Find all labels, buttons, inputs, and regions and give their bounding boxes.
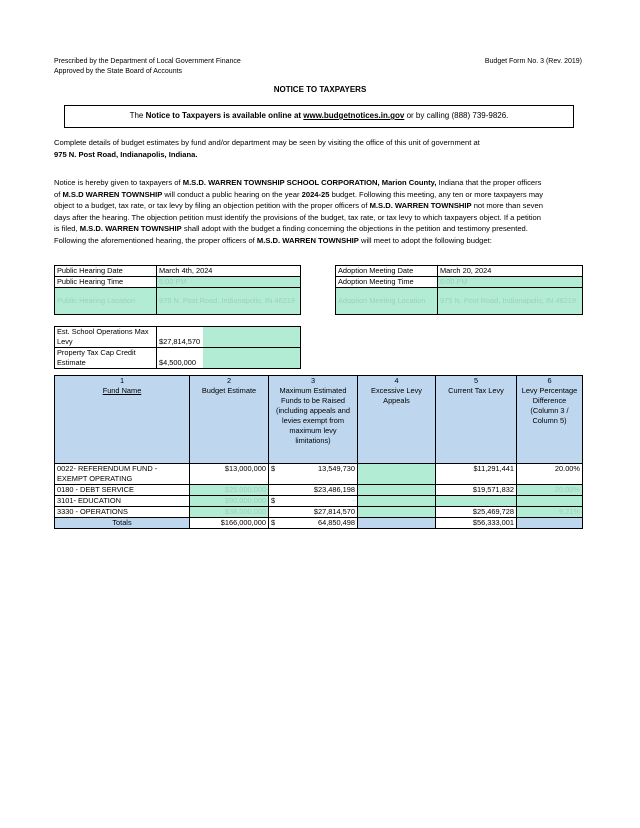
hearing-location-value: 975 N. Post Road, Indianapolis, IN 46219 — [157, 288, 301, 315]
adoption-location-label: Adoption Meeting Location — [336, 288, 438, 315]
budget-estimate: $90,000,000 — [190, 496, 269, 507]
notice-year: 2024-25 — [301, 189, 330, 199]
notice-unit: M.S.D. WARREN TOWNSHIP — [256, 235, 359, 245]
col-name: Maximum Estimated Funds to be Raised (including appeals and levies exempt from maximum levy limitations) — [276, 386, 350, 445]
max-funds-value: $27,814,570 — [313, 507, 355, 516]
totals-appeals — [358, 518, 436, 529]
excessive-levy — [358, 496, 436, 507]
fund-name: 3101- EDUCATION — [55, 496, 190, 507]
max-funds-value: 13,549,730 — [318, 464, 355, 473]
col-number: 5 — [473, 376, 479, 385]
hearing-date-value: March 4th, 2024 — [157, 266, 301, 277]
notice-text: budget. Following this meeting, any ten or more taxpayers may object to a budget, tax rate, or tax levy by filing an objection petition with the proper officers of — [54, 189, 544, 210]
fund-name: 0022- REFERENDUM FUND - EXEMPT OPERATING — [55, 464, 190, 485]
cap-credit-fill — [203, 348, 301, 369]
adoption-time-value: 6:00 PM — [438, 277, 583, 288]
details-line: Complete details of budget estimates by fund and/or department may be seen by visiting the office of this unit of government at — [54, 138, 480, 147]
hearing-time-label: Public Hearing Time — [55, 277, 157, 288]
current-levy: $11,291,441 — [436, 464, 517, 485]
col-appeals-header — [358, 376, 436, 464]
budget-estimate: $25,000,000 — [190, 485, 269, 496]
totals-pct — [517, 518, 583, 529]
totals-current: $56,333,001 — [436, 518, 517, 529]
col-number: 6 — [547, 376, 552, 385]
online-suffix: or by calling (888) 739-9826. — [404, 111, 509, 120]
col-name: Current Tax Levy — [448, 386, 504, 395]
adoption-table — [335, 265, 583, 315]
col-current-header — [436, 376, 517, 464]
totals-row — [55, 518, 583, 529]
ops-levy-label: Est. School Operations Max Levy — [55, 327, 157, 348]
totals-label: Totals — [55, 518, 190, 529]
col-number: 1 — [119, 376, 125, 385]
col-number: 3 — [310, 376, 316, 385]
table-row — [55, 496, 583, 507]
adoption-time-label: Adoption Meeting Time — [336, 277, 438, 288]
table-row — [55, 485, 583, 496]
notice-unit: M.S.D WARREN TOWNSHIP — [62, 189, 163, 199]
col-name: Excessive Levy Appeals — [371, 386, 422, 405]
fund-name: 3330 - OPERATIONS — [55, 507, 190, 518]
notice-corp: M.S.D. WARREN TOWNSHIP SCHOOL CORPORATION, Marion County, — [182, 178, 437, 187]
details-address: 975 N. Post Road, Indianapolis, Indiana. — [54, 149, 198, 159]
notice-text: not more than seven days after the hearing. The objection petition must identify the provisions of the budget, tax rate, or tax levy to which taxpayers object. If a petition is filed, — [54, 201, 543, 233]
current-levy: $19,571,832 — [436, 485, 517, 496]
budget-notices-link[interactable]: www.budgetnotices.in.gov — [303, 111, 405, 120]
current-levy — [436, 496, 517, 507]
col-name: Fund Name — [102, 386, 142, 395]
notice-text: Notice is hereby given to taxpayers of — [54, 178, 183, 187]
dollar-sign: $ — [271, 518, 276, 527]
levy-pct: 9.21% — [517, 507, 583, 518]
budget-table — [54, 375, 583, 529]
form-number: Budget Form No. 3 (Rev. 2019) — [484, 58, 582, 65]
approved-by: Approved by the State Board of Accounts — [54, 68, 183, 75]
budget-estimate: $13,000,000 — [190, 464, 269, 485]
notice-unit: M.S.D. WARREN TOWNSHIP — [369, 201, 472, 210]
levy-table — [54, 326, 301, 369]
adoption-location-value: 975 N. Post Road, Indianapolis, IN 46219 — [438, 288, 583, 315]
max-funds-value: - — [352, 496, 355, 505]
col-max-header — [269, 376, 358, 464]
table-row — [55, 464, 583, 485]
hearing-location-label: Public Hearing Location — [55, 288, 157, 315]
hearing-table — [54, 265, 301, 315]
max-funds — [269, 496, 358, 507]
cap-credit-label: Property Tax Cap Credit Estimate — [55, 348, 157, 369]
notice-text: will meet to adopt the following budget: — [358, 235, 492, 245]
col-number: 4 — [394, 376, 399, 385]
online-bold: Notice to Taxpayers is available online at — [145, 111, 304, 120]
max-funds — [269, 485, 358, 496]
online-notice-box — [64, 105, 574, 128]
hearing-time-value: 5:00 PM — [157, 277, 301, 288]
levy-pct: 20.00% — [517, 485, 583, 496]
excessive-levy — [358, 507, 436, 518]
budget-estimate: $38,000,000 — [190, 507, 269, 518]
notice-text: Indiana that the proper officers of — [54, 178, 542, 199]
notice-unit: M.S.D. WARREN TOWNSHIP — [79, 224, 182, 233]
col-name: Budget Estimate — [201, 386, 257, 395]
fund-name: 0180 - DEBT SERVICE — [55, 485, 190, 496]
col-budget-header — [190, 376, 269, 464]
online-prefix: The — [129, 111, 146, 120]
excessive-levy — [358, 485, 436, 496]
dollar-sign: $ — [271, 496, 276, 505]
col-fund-header — [55, 376, 190, 464]
col-pct-header — [517, 376, 583, 464]
table-row — [55, 507, 583, 518]
levy-pct: 20.00% — [517, 464, 583, 485]
notice-text: shall adopt with the budget a finding concerning the objections in the petition and testimony presented. Following the aforementioned hearing, the proper officers of — [54, 224, 528, 245]
col-number: 2 — [226, 376, 232, 385]
ops-levy-value: $27,814,570 — [157, 327, 204, 348]
totals-budget: $166,000,000 — [190, 518, 269, 529]
current-levy: $25,469,728 — [436, 507, 517, 518]
max-funds — [269, 507, 358, 518]
levy-pct — [517, 496, 583, 507]
notice-paragraph — [54, 177, 546, 246]
adoption-date-label: Adoption Meeting Date — [336, 266, 438, 277]
ops-levy-fill — [203, 327, 301, 348]
details-paragraph — [54, 137, 594, 160]
col-name: Levy Percentage Difference (Column 3 / Column 5) — [521, 386, 578, 425]
hearing-date-label: Public Hearing Date — [55, 266, 157, 277]
notice-text: will conduct a public hearing on the year — [162, 189, 302, 199]
adoption-date-value: March 20, 2024 — [438, 266, 583, 277]
max-funds — [269, 464, 358, 485]
cap-credit-value: $4,500,000 — [157, 348, 204, 369]
dollar-sign: $ — [271, 464, 276, 473]
totals-max — [269, 518, 358, 529]
prescribed-by: Prescribed by the Department of Local Government Finance — [54, 58, 241, 65]
excessive-levy — [358, 464, 436, 485]
max-funds-value: $23,486,198 — [313, 485, 355, 494]
totals-max-value: 64,850,498 — [318, 518, 355, 527]
page-title: NOTICE TO TAXPAYERS — [273, 85, 367, 94]
